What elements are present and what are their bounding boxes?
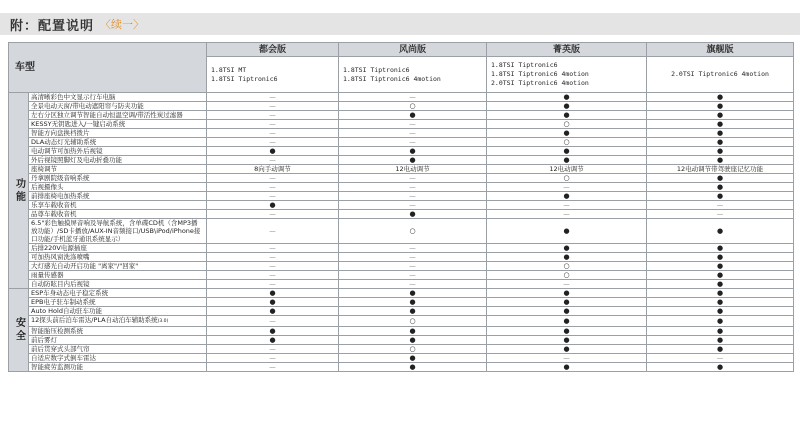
version-header: 风尚版: [339, 43, 487, 57]
not-available-mark: —: [339, 183, 487, 192]
feature-text: 外后视镜照脚灯及电动折叠功能: [31, 156, 122, 164]
feature-text: 前后贯穿式头部气帘: [31, 345, 90, 353]
standard-mark: ●: [487, 192, 647, 201]
not-available-mark: —: [207, 262, 339, 271]
standard-mark: ●: [647, 307, 794, 316]
engine-line: 1.8TSI Tiptronic6: [211, 74, 278, 83]
not-available-mark: —: [207, 93, 339, 102]
version-header: 都会版: [207, 43, 339, 57]
feature-text: 电动调节可加热外后视镜: [31, 147, 103, 155]
not-available-mark: —: [207, 120, 339, 129]
feature-name: [29, 354, 207, 363]
standard-mark: ●: [647, 298, 794, 307]
engine-line: 2.0TSI Tiptronic6 4motion: [671, 70, 769, 78]
table-row: [9, 271, 794, 280]
standard-mark: ●: [647, 147, 794, 156]
standard-mark: ●: [339, 327, 487, 336]
standard-mark: ●: [487, 289, 647, 298]
optional-mark: ○: [487, 138, 647, 147]
not-available-mark: —: [207, 219, 339, 244]
table-row: [9, 165, 794, 174]
page-subtitle: 〈续一〉: [100, 18, 145, 31]
standard-mark: ●: [207, 307, 339, 316]
standard-mark: ●: [339, 111, 487, 120]
feature-name: [29, 336, 207, 345]
standard-mark: ●: [207, 289, 339, 298]
not-available-mark: —: [207, 183, 339, 192]
standard-mark: ●: [339, 210, 487, 219]
version-header: 菁英版: [487, 43, 647, 57]
standard-mark: ●: [207, 201, 339, 210]
feature-text: 大灯感光自动开启功能 "离家"/"回家": [31, 262, 139, 270]
table-row: [9, 147, 794, 156]
not-available-mark: —: [207, 156, 339, 165]
standard-mark: ●: [647, 93, 794, 102]
optional-mark: ○: [487, 271, 647, 280]
not-available-mark: —: [487, 201, 647, 210]
standard-mark: ●: [339, 147, 487, 156]
not-available-mark: —: [487, 280, 647, 289]
feature-name: [29, 210, 207, 219]
standard-mark: ●: [487, 336, 647, 345]
standard-mark: ●: [647, 111, 794, 120]
not-available-mark: —: [207, 363, 339, 372]
standard-mark: ●: [647, 253, 794, 262]
standard-mark: ●: [207, 298, 339, 307]
vehicle-label: 车型: [9, 43, 207, 93]
standard-mark: ●: [647, 327, 794, 336]
standard-mark: ●: [647, 174, 794, 183]
standard-mark: ●: [339, 298, 487, 307]
not-available-mark: —: [207, 253, 339, 262]
feature-text: 高清晰彩色中文显示行车电脑: [31, 93, 116, 101]
engine-line: 1.8TSI Tiptronic6 4motion: [343, 74, 441, 83]
standard-mark: ●: [647, 102, 794, 111]
not-available-mark: —: [207, 138, 339, 147]
standard-mark: ●: [487, 219, 647, 244]
version-header-row: [9, 43, 794, 57]
not-available-mark: —: [339, 120, 487, 129]
standard-mark: ●: [647, 138, 794, 147]
feature-text: KESSY无钥匙进入/一键启动系统: [31, 120, 126, 128]
feature-name: [29, 156, 207, 165]
standard-mark: ●: [647, 244, 794, 253]
feature-text: 12探头前后泊车雷达/PLA自动泊车辅助系统: [31, 316, 158, 324]
table-row: [9, 316, 794, 327]
version-header: 旗舰版: [647, 43, 794, 57]
feature-text: 6.5"彩色触摸屏音响及导航系统，含单碟CD机（含MP3播放功能）/SD卡播放/AUX-IN音频接口/USB\iPod/iPhone接口功能/手机蓝牙通讯系统显示）: [31, 219, 201, 243]
feature-text: ESP车身动态电子稳定系统: [31, 289, 109, 297]
page-title: 附：配置说明: [10, 18, 95, 34]
standard-mark: ●: [647, 280, 794, 289]
optional-mark: ○: [339, 102, 487, 111]
value-text: 8向手动调节: [207, 165, 339, 174]
not-available-mark: —: [207, 102, 339, 111]
standard-mark: ●: [339, 307, 487, 316]
feature-name: [29, 244, 207, 253]
standard-mark: ●: [487, 147, 647, 156]
standard-mark: ●: [339, 289, 487, 298]
engine-line: 1.8TSI Tiptronic6: [491, 61, 558, 69]
not-available-mark: —: [207, 244, 339, 253]
optional-mark: ○: [487, 262, 647, 271]
standard-mark: ●: [339, 336, 487, 345]
not-available-mark: —: [207, 280, 339, 289]
standard-mark: ●: [487, 307, 647, 316]
table-row: [9, 192, 794, 201]
not-available-mark: —: [207, 345, 339, 354]
category-label: 功能: [9, 93, 29, 289]
table-row: [9, 354, 794, 363]
table-row: [9, 244, 794, 253]
feature-name: [29, 174, 207, 183]
standard-mark: ●: [647, 120, 794, 129]
value-text: 12电动调节: [339, 165, 487, 174]
spec-table: [8, 42, 794, 372]
feature-name: [29, 138, 207, 147]
feature-name: [29, 289, 207, 298]
feature-text: 智能胎压检测系统: [31, 327, 83, 335]
feature-name: [29, 262, 207, 271]
engine-line: 1.8TSI Tiptronic6: [343, 65, 410, 74]
optional-mark: ○: [339, 345, 487, 354]
standard-mark: ●: [647, 129, 794, 138]
feature-text: DLA动态灯光辅助系统: [31, 138, 97, 146]
feature-name: [29, 93, 207, 102]
not-available-mark: —: [207, 354, 339, 363]
table-row: [9, 201, 794, 210]
standard-mark: ●: [487, 102, 647, 111]
feature-text: 智能疲劳监测功能: [31, 363, 83, 371]
standard-mark: ●: [487, 111, 647, 120]
standard-mark: ●: [339, 354, 487, 363]
feature-text: 丹拿剧院级音响系统: [31, 174, 90, 182]
table-row: [9, 102, 794, 111]
table-row: [9, 307, 794, 316]
feature-name: [29, 253, 207, 262]
not-available-mark: —: [339, 253, 487, 262]
standard-mark: ●: [207, 336, 339, 345]
not-available-mark: —: [207, 111, 339, 120]
not-available-mark: —: [207, 129, 339, 138]
not-available-mark: —: [339, 93, 487, 102]
feature-text: 乐享车载收音机: [31, 201, 77, 209]
optional-mark: ○: [487, 174, 647, 183]
not-available-mark: —: [339, 129, 487, 138]
not-available-mark: —: [647, 210, 794, 219]
standard-mark: ●: [647, 345, 794, 354]
standard-mark: ●: [339, 156, 487, 165]
table-row: [9, 345, 794, 354]
feature-name: [29, 363, 207, 372]
not-available-mark: —: [339, 280, 487, 289]
table-row: [9, 327, 794, 336]
feature-text: 可加热风窗洗涤喷嘴: [31, 253, 90, 261]
not-available-mark: —: [339, 262, 487, 271]
table-row: [9, 129, 794, 138]
not-available-mark: —: [487, 183, 647, 192]
feature-text: 品尊车载收音机: [31, 210, 77, 218]
standard-mark: ●: [647, 316, 794, 327]
feature-text: 座椅调节: [31, 165, 57, 173]
table-row: [9, 363, 794, 372]
value-text: 12电动调节: [487, 165, 647, 174]
table-row: [9, 219, 794, 244]
feature-name: [29, 219, 207, 244]
standard-mark: ●: [487, 327, 647, 336]
standard-mark: ●: [487, 298, 647, 307]
feature-name: [29, 111, 207, 120]
standard-mark: ●: [647, 363, 794, 372]
feature-name: [29, 120, 207, 129]
feature-text: 智能方向盘换档拨片: [31, 129, 90, 137]
not-available-mark: —: [207, 192, 339, 201]
engine-cell: [207, 57, 339, 93]
standard-mark: ●: [487, 156, 647, 165]
feature-text: Auto Hold自动驻车功能: [31, 307, 102, 315]
category-label: 安全: [9, 289, 29, 372]
not-available-mark: —: [207, 316, 339, 327]
table-row: [9, 174, 794, 183]
standard-mark: ●: [487, 316, 647, 327]
table-row: [9, 262, 794, 271]
table-row: [9, 183, 794, 192]
standard-mark: ●: [487, 363, 647, 372]
feature-name: [29, 192, 207, 201]
standard-mark: ●: [487, 345, 647, 354]
not-available-mark: —: [339, 271, 487, 280]
feature-text: 自适应数字式倒车雷达: [31, 354, 96, 362]
engine-line: 1.8TSI MT: [211, 65, 247, 74]
table-row: [9, 210, 794, 219]
page-header: [0, 13, 800, 35]
standard-mark: ●: [487, 129, 647, 138]
feature-text: 后排220V电源插座: [31, 244, 87, 252]
table-row: [9, 111, 794, 120]
feature-name: [29, 280, 207, 289]
standard-mark: ●: [647, 219, 794, 244]
not-available-mark: —: [647, 354, 794, 363]
not-available-mark: —: [339, 192, 487, 201]
standard-mark: ●: [647, 192, 794, 201]
feature-name: [29, 316, 207, 327]
standard-mark: ●: [339, 363, 487, 372]
standard-mark: ●: [647, 271, 794, 280]
engine-cell: [487, 57, 647, 93]
engine-cell: [647, 57, 794, 93]
standard-mark: ●: [207, 327, 339, 336]
feature-name: [29, 165, 207, 174]
feature-name: [29, 147, 207, 156]
not-available-mark: —: [339, 174, 487, 183]
not-available-mark: —: [207, 174, 339, 183]
feature-tag: (3.0): [157, 319, 169, 324]
standard-mark: ●: [487, 93, 647, 102]
feature-name: [29, 129, 207, 138]
not-available-mark: —: [339, 244, 487, 253]
feature-text: 后视摄像头: [31, 183, 64, 191]
feature-text: 前排座椅电加热系统: [31, 192, 90, 200]
not-available-mark: —: [207, 210, 339, 219]
standard-mark: ●: [487, 244, 647, 253]
feature-text: 雨量传感器: [31, 271, 64, 279]
table-row: [9, 93, 794, 102]
not-available-mark: —: [207, 271, 339, 280]
table-row: [9, 298, 794, 307]
table-row: [9, 289, 794, 298]
standard-mark: ●: [647, 156, 794, 165]
standard-mark: ●: [647, 289, 794, 298]
not-available-mark: —: [487, 354, 647, 363]
feature-text: 前后雾灯: [31, 336, 57, 344]
value-text: 12电动调节带驾驶座记忆功能: [647, 165, 794, 174]
feature-text: 左右分区独立调节智能自动恒温空调/带活性炭过滤器: [31, 111, 183, 119]
feature-text: 自动防眩目内后视镜: [31, 280, 90, 288]
standard-mark: ●: [647, 262, 794, 271]
not-available-mark: —: [487, 210, 647, 219]
standard-mark: ●: [647, 336, 794, 345]
optional-mark: ○: [487, 120, 647, 129]
optional-mark: ○: [339, 219, 487, 244]
feature-text: EPB电子驻车制动系统: [31, 298, 96, 306]
standard-mark: ●: [647, 183, 794, 192]
not-available-mark: —: [339, 138, 487, 147]
table-row: [9, 120, 794, 129]
table-row: [9, 156, 794, 165]
engine-cell: [339, 57, 487, 93]
table-row: [9, 253, 794, 262]
feature-name: [29, 201, 207, 210]
table-row: [9, 280, 794, 289]
feature-name: [29, 298, 207, 307]
feature-name: [29, 307, 207, 316]
feature-name: [29, 102, 207, 111]
not-available-mark: —: [339, 201, 487, 210]
engine-line: 2.0TSI Tiptronic6 4motion: [491, 79, 589, 87]
table-row: [9, 138, 794, 147]
table-row: [9, 336, 794, 345]
optional-mark: ○: [339, 316, 487, 327]
not-available-mark: —: [647, 201, 794, 210]
standard-mark: ●: [207, 147, 339, 156]
feature-name: [29, 327, 207, 336]
standard-mark: ●: [487, 253, 647, 262]
feature-name: [29, 183, 207, 192]
feature-name: [29, 271, 207, 280]
feature-name: [29, 345, 207, 354]
feature-text: 全景电动天窗/带电动遮阳帘与防夹功能: [31, 102, 144, 110]
engine-line: 1.8TSI Tiptronic6 4motion: [491, 70, 589, 78]
